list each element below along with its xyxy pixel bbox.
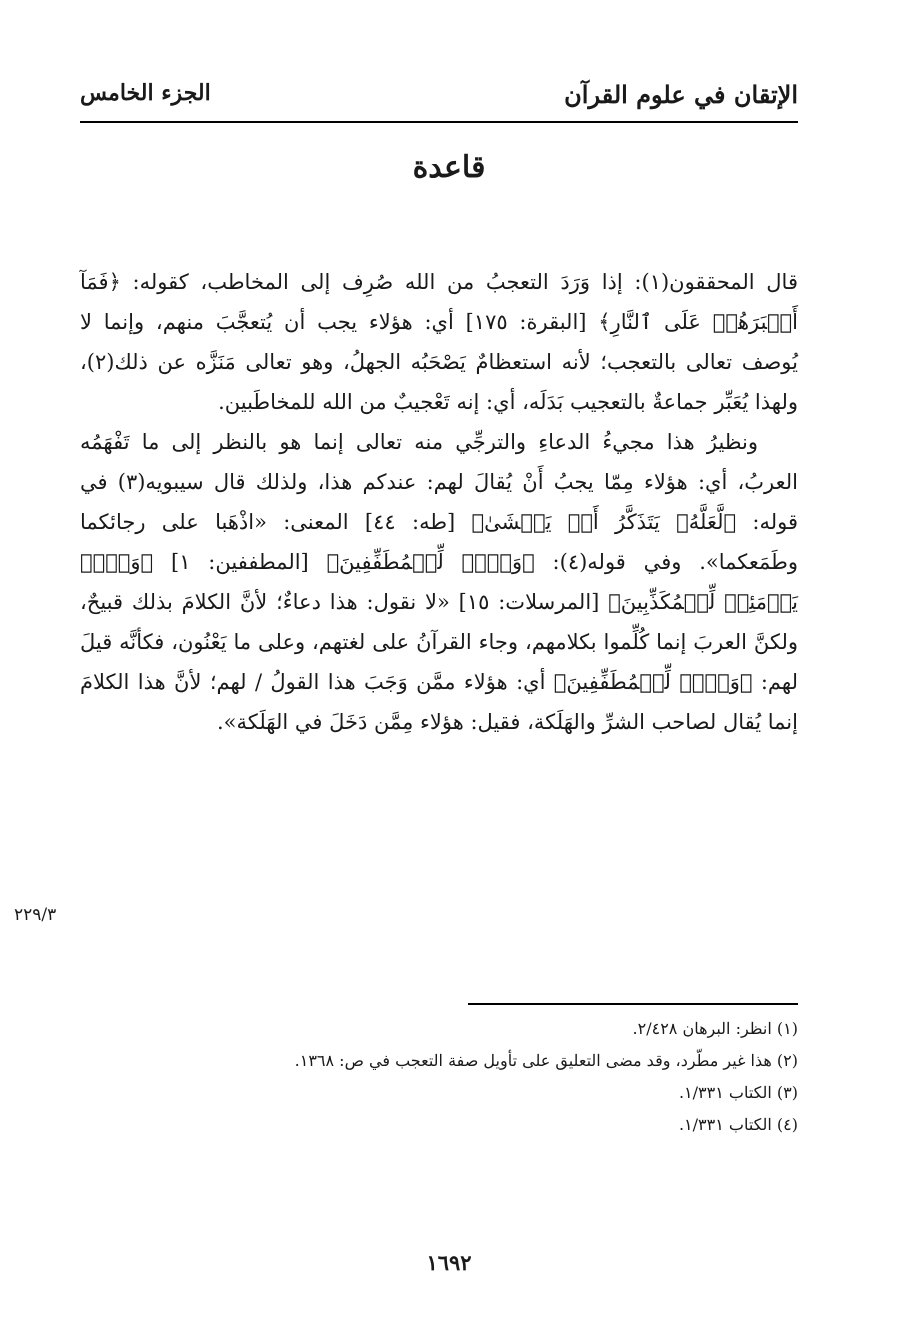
- page-number: ١٦٩٢: [426, 1250, 472, 1275]
- footnotes: [80, 1013, 798, 1141]
- paragraph: قال المحققون(١): إذا وَرَدَ التعجبُ من الله صُرِف إلى المخاطب، كقوله: ﴿فَمَآ أَصۡبَرَهُمۡ عَلَى ٱلنَّارِ﴾ [البقرة: ١٧٥] أي: هؤلاء يجب أن يُتعجَّبَ منهم، وإنما لا يُوصف تعالى بالتعجب؛ لأنه استعظامٌ يَصْحَبُه الجهلُ، وهو تعالى مَنَزَّه عن ذلك(٢)، ولهذا يُعَبِّر جماعةٌ بالتعجيب بَدَلَه، أي: إنه تَعْجيبٌ من الله للمخاطَبين.: [80, 270, 798, 414]
- running-header: [80, 80, 798, 120]
- part-label: الجزء الخامس: [80, 80, 211, 106]
- body-text: [80, 262, 798, 742]
- paragraph: ونظيرُ هذا مجيءُ الدعاءِ والترجِّي منه تعالى إنما هو بالنظر إلى ما تَفْهَمُه العربُ، أي: هؤلاء مِمّا يجبُ أَنْ يُقالَ لهم: عندكم هذا، ولذلك قال سيبويه(٣) في قوله: ﴿لَّعَلَّهُۥ يَتَذَكَّرُ أَوۡ يَخۡشَىٰ﴾ [طه: ٤٤] المعنى: «اذْهَبا على رجائكما وطَمَعكما». وفي قوله(٤): ﴿وَيۡلٞ لِّلۡمُطَفِّفِينَ﴾ [المطففين: ١] ﴿وَيۡلٞ يَوۡمَئِذٖ لِّلۡمُكَذِّبِينَ﴾ [المرسلات: ١٥] «لا نقول: هذا دعاءٌ؛ لأنَّ الكلامَ بذلك قبيحٌ، ولكنَّ العربَ إنما كُلِّموا بكلامهم، وجاء القرآنُ على لغتهم، وعلى ما يَعْنُون، فكأنَّه قيلَ لهم: ﴿وَيۡلٞ لِّلۡمُطَفِّفِينَ﴾ أي: هؤلاء ممَّن وَجَبَ هذا القولُ / لهم؛ لأنَّ هذا الكلامَ إنما يُقال لصاحب الشرِّ والهَلَكة، فقيل: هؤلاء مِمَّن دَخَلَ في الهَلَكة».: [80, 430, 798, 734]
- section-title: قاعدة: [412, 150, 486, 185]
- footnote-rule: [468, 1003, 798, 1005]
- footnote: (٣) الكتاب ١/٣٣١.: [678, 1083, 798, 1102]
- header-rule: [80, 121, 798, 123]
- footnote: (٢) هذا غير مطّرد، وقد مضى التعليق على تأويل صفة التعجب في ص: ١٣٦٨.: [294, 1051, 798, 1070]
- footnote: (٤) الكتاب ١/٣٣١.: [678, 1115, 798, 1134]
- margin-volume-reference: ٢٢٩/٣: [14, 905, 57, 925]
- footnote: (١) انظر: البرهان ٢/٤٢٨.: [632, 1019, 798, 1038]
- book-title: الإتقان في علوم القرآن: [564, 80, 798, 109]
